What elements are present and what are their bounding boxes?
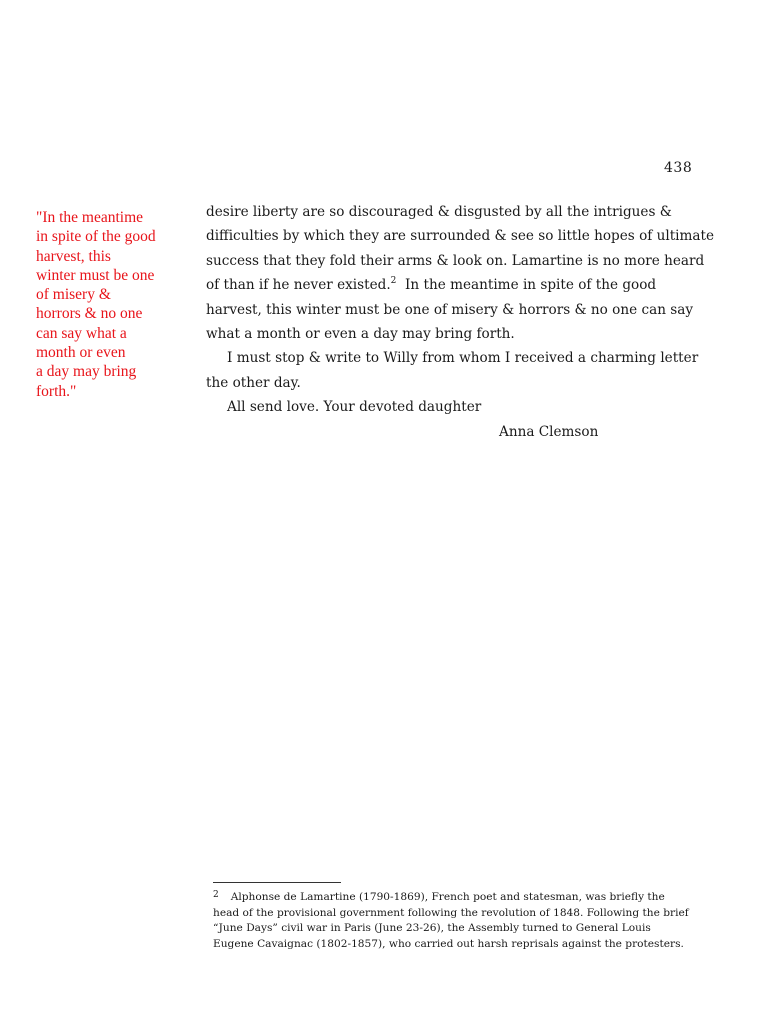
pull-quote-line: month or even bbox=[36, 344, 126, 362]
pull-quote-line: winter must be one bbox=[36, 266, 155, 284]
footnote-mark: 2 bbox=[213, 890, 219, 900]
pull-quote-line: of misery & bbox=[36, 286, 111, 304]
letter-text: In the meantime in spite of the good bbox=[396, 277, 657, 294]
footnote-reference[interactable]: 2 bbox=[390, 276, 397, 287]
letter-line: harvest, this winter must be one of misery & horrors & no one can say bbox=[206, 301, 694, 318]
letter-line: difficulties by which they are surrounded & see so little hopes of ultimate bbox=[206, 228, 715, 245]
letter-body bbox=[206, 200, 726, 420]
pull-quote-line: can say what a bbox=[36, 324, 127, 342]
pull-quote-line: forth." bbox=[36, 382, 77, 400]
pull-quote bbox=[36, 208, 186, 401]
footnote-line bbox=[213, 888, 733, 906]
signature: Anna Clemson bbox=[499, 424, 599, 440]
pull-quote-line: harvest, this bbox=[36, 247, 111, 265]
letter-line: I must stop & write to Willy from whom I received a charming letter bbox=[227, 350, 699, 367]
pull-quote-line: in spite of the good bbox=[36, 228, 156, 246]
letter-text: of than if he never existed. bbox=[206, 277, 391, 294]
footnote-divider bbox=[213, 882, 341, 883]
letter-line bbox=[206, 273, 726, 297]
letter-line: the other day. bbox=[206, 374, 301, 391]
footnote-line: head of the provisional government following the revolution of 1848. Following the brief bbox=[213, 906, 689, 919]
page-number: 438 bbox=[664, 160, 693, 176]
footnote-text: Alphonse de Lamartine (1790-1869), French poet and statesman, was briefly the bbox=[230, 891, 665, 903]
footnote bbox=[213, 888, 733, 952]
footnote-line: Eugene Cavaignac (1802-1857), who carried out harsh reprisals against the protesters. bbox=[213, 937, 684, 950]
letter-line: success that they fold their arms & look on. Lamartine is no more heard bbox=[206, 252, 705, 269]
pull-quote-line: a day may bring bbox=[36, 363, 137, 381]
letter-line: what a month or even a day may bring forth. bbox=[206, 326, 515, 343]
letter-closing: All send love. Your devoted daughter bbox=[227, 399, 482, 416]
letter-line: desire liberty are so discouraged & disgusted by all the intrigues & bbox=[206, 204, 672, 220]
footnote-line: “June Days” civil war in Paris (June 23-26), the Assembly turned to General Louis bbox=[213, 922, 651, 935]
pull-quote-line: horrors & no one bbox=[36, 305, 143, 323]
pull-quote-line: "In the meantime bbox=[36, 209, 144, 226]
